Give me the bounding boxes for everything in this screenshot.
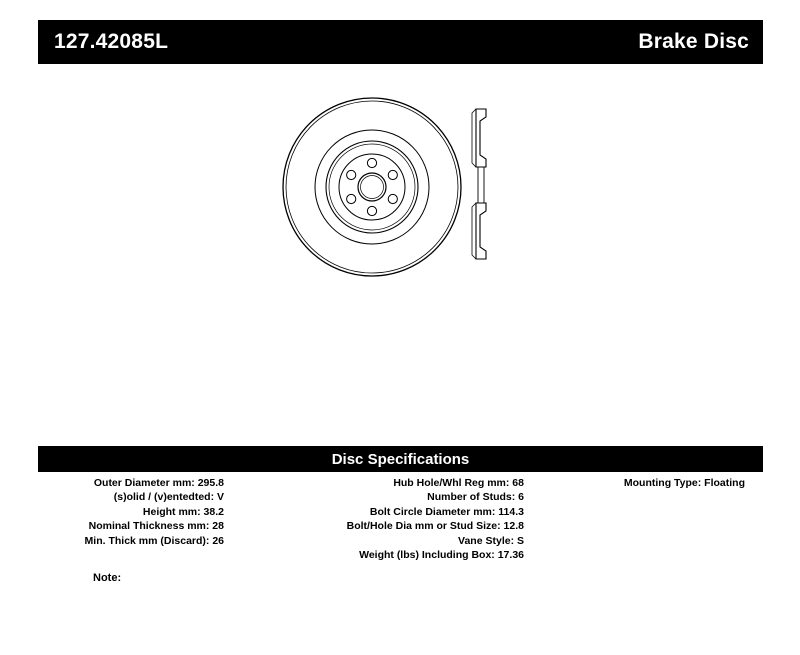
part-number: 127.42085L: [54, 30, 169, 53]
header-bar: [38, 20, 763, 64]
spec-section-title: Disc Specifications: [38, 446, 763, 472]
spec-item: Nominal Thickness mm: 28: [88, 520, 224, 533]
spec-table: [38, 476, 763, 562]
spec-item: Number of Studs: 6: [427, 491, 524, 504]
spec-item: Outer Diameter mm: 295.8: [93, 477, 224, 489]
technical-drawing: [280, 95, 540, 285]
spec-item: Weight (lbs) Including Box: 17.36: [359, 549, 524, 562]
note-label: Note:: [93, 572, 122, 584]
spec-item: Mounting Type: Floating: [623, 477, 745, 489]
spec-item: Height mm: 38.2: [142, 505, 224, 518]
spec-item: Min. Thick mm (Discard): 26: [84, 534, 224, 547]
spec-column-middle: [224, 476, 524, 562]
note-row: [38, 568, 763, 586]
spec-item: Bolt Circle Diameter mm: 114.3: [369, 505, 524, 518]
spec-item: Hub Hole/Whl Reg mm: 68: [393, 477, 524, 489]
spec-item: (s)olid / (v)entedted: V: [113, 491, 224, 504]
page-title: Brake Disc: [638, 30, 749, 53]
spec-item: Vane Style: S: [458, 534, 524, 547]
rotor-face-drawing: [283, 98, 461, 276]
spec-item: Bolt/Hole Dia mm or Stud Size: 12.8: [346, 520, 524, 533]
spec-column-left: [38, 476, 224, 548]
spec-column-right: [524, 476, 753, 490]
rotor-cross-section-drawing: [472, 109, 486, 259]
